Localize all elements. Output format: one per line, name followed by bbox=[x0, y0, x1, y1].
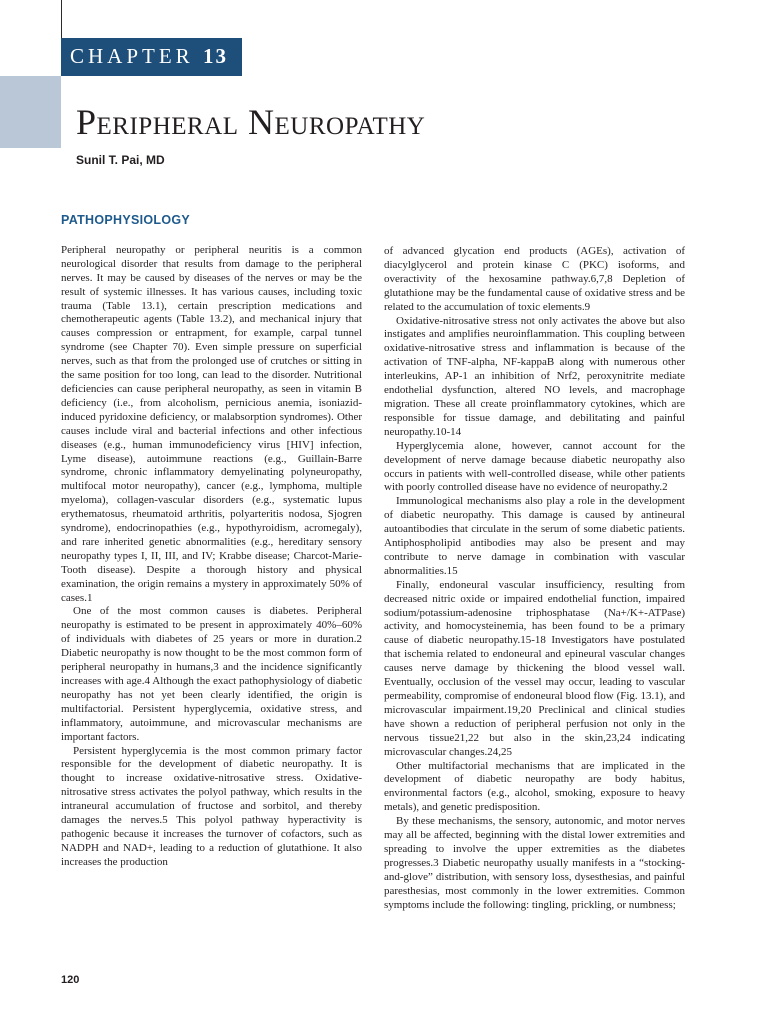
right-column bbox=[384, 245, 685, 913]
left-column bbox=[61, 214, 362, 870]
paragraph: One of the most common causes is diabetes. Peripheral neuropathy is estimated to be present in approximately 40%–60% of individuals with diabetes of 25 years or more in duration.2 Diabetic neuropathy is now thought to be the most common form of peripheral neuropathy in humans,3 and the incidence significantly increases with age.4 Although the exact pathophysiology of diabetic neuropathy has not yet been clearly identified, the origin is multifactorial. Persistent hyperglycemia, oxidative stress, and inflammatory, autoimmune, and microvascular mechanisms are important factors. bbox=[61, 605, 362, 743]
side-accent-block bbox=[0, 76, 61, 148]
section-heading: PATHOPHYSIOLOGY bbox=[61, 213, 191, 227]
paragraph: By these mechanisms, the sensory, autonomic, and motor nerves may all be affected, beginning with the distal lower extremities and spreading to involve the upper extremities as the diabetes progresses.3 Diabetic neuropathy usually manifests in a “stocking-and-glove” distribution, with sensory loss, dysesthesias, and painful paresthesias, most commonly in the lower extremities. Common symptoms include the following: tingling, prickling, or numbness; bbox=[384, 815, 685, 911]
paragraph: Oxidative-nitrosative stress not only activates the above but also instigates and amplifies neuroinflammation. This coupling between oxidative-nitrosative stress and inflammation is because of the activation of TNF-alpha, NF-kappaB along with numerous other interleukins, AP-1 an inhibition of Nrf2, peroxynitrite mediate endothelial dysfunction, altered NO levels, and macrophage migration. These all create proinflammatory cytokines, which are responsible for tissue damage, and debilitating and painful neuropathy.10-14 bbox=[384, 314, 685, 438]
page-number: 120 bbox=[61, 974, 80, 986]
chapter-banner bbox=[61, 38, 242, 76]
paragraph: Hyperglycemia alone, however, cannot account for the development of nerve damage because diabetic neuropathy also occurs in patients with well-controlled disease, while other patients with poorly controlled disease have no evidence of neuropathy.2 bbox=[384, 439, 685, 494]
chapter-label: CHAPTER 13 bbox=[70, 44, 228, 68]
paragraph: Other multifactorial mechanisms that are implicated in the development of diabetic neuropathy are body habitus, environmental factors (e.g., alcohol, smoking, exposure to heavy metals), and genetic predisposition. bbox=[384, 759, 685, 814]
paragraph: Peripheral neuropathy or peripheral neuritis is a common neurological disorder that results from damage to the peripheral nerves. It may be caused by diseases of the nerves or may be the result of systemic illnesses. It has various causes, including toxic trauma (Table 13.1), certain prescription medications and chemotherapeutic agents (Table 13.2), and mechanical injury that causes compression or entrapment, for example, carpal tunnel syndrome (see Chapter 70). Even simple pressure on superficial nerves, such as that from the prolonged use of crutches or sitting in the same position for too long, can lead to the disorder. Nutritional deficiencies can cause peripheral neuropathy, as seen in vitamin B deficiency (i.e., from alcoholism, pernicious anemia, isoniazid-induced pyridoxine deficiency, or malabsorption syndromes). Other causes include viral and bacterial infections and other infectious diseases (e.g., human immunodeficiency virus [HIV] infection, Lyme disease), autoimmune reactions (e.g., Guillain-Barre syndrome, chronic inflammatory demyelinating polyneuropathy, multifocal motor neuropathy), cancer (e.g., lymphoma, multiple myeloma), collagen-vascular disorders (e.g., systematic lupus erythematosus, rheumatoid arthritis, polyarteritis nodosa, Sjogren syndrome), endocrinopathies (e.g., hypothyroidism, acromegaly), and rare inherited genetic abnormalities (e.g., hereditary sensory neuropathy types I, II, III, and IV; Krabbe disease; Charcot-Marie-Tooth disease). Despite a thorough history and physical examination, the origin remains a mystery in approximately 50% of cases.1 bbox=[61, 243, 362, 604]
paragraph: Immunological mechanisms also play a role in the development of diabetic neuropathy. This damage is caused by antineural autoantibodies that circulate in the serum of some diabetic patients. Antiphospholipid antibodies may also be present and may contribute to nerve damage in combination with vascular abnormalities.15 bbox=[384, 495, 685, 577]
paragraph: Finally, endoneural vascular insufficiency, resulting from decreased nitric oxide or impaired endothelial function, impaired sodium/potassium-adenosine triphosphatase (Na+/K+-ATPase) activity, and homocysteinemia, has been found to be a primary cause of diabetic neuropathy.15-18 Investigators have postulated that ischemia related to endoneural and epineural vascular changes causes nerve damage by thickening the blood vessel wall. Eventually, occlusion of the vessel may occur, leading to vascular permeability, compromise of endoneural blood flow (Fig. 13.1), and microvascular impairment.19,20 Preclinical and clinical studies have shown a reduction of peripheral perfusion not only in the nervous tissue21,22 but also in the skin,23,24 indicating microvascular changes.24,25 bbox=[384, 578, 685, 758]
chapter-divider-line bbox=[61, 0, 62, 40]
paragraph: of advanced glycation end products (AGEs), activation of diacylglycerol and protein kinase C (PKC) isoforms, and overactivity of the hexosamine pathway.6,7,8 Depletion of glutathione may be the fundamental cause of oxidative stress and be related to the accumulation of toxic elements.9 bbox=[384, 245, 685, 313]
paragraph: Persistent hyperglycemia is the most common primary factor responsible for the development of diabetic neuropathy. It is thought to increase oxidative-nitrosative stress. Oxidative-nitrosative stress activates the polyol pathway, which results in the intraneural accumulation of fructose and sorbitol, and thereby damages the nerves.5 This polyol pathway hyperactivity is pathogenic because it increases the turnover of cofactors, such as NADPH and NAD+, leading to a reduction of glutathione. It also increases the production bbox=[61, 744, 362, 868]
author-name: Sunil T. Pai, MD bbox=[76, 153, 165, 167]
chapter-title: Peripheral Neuropathy bbox=[76, 102, 426, 142]
